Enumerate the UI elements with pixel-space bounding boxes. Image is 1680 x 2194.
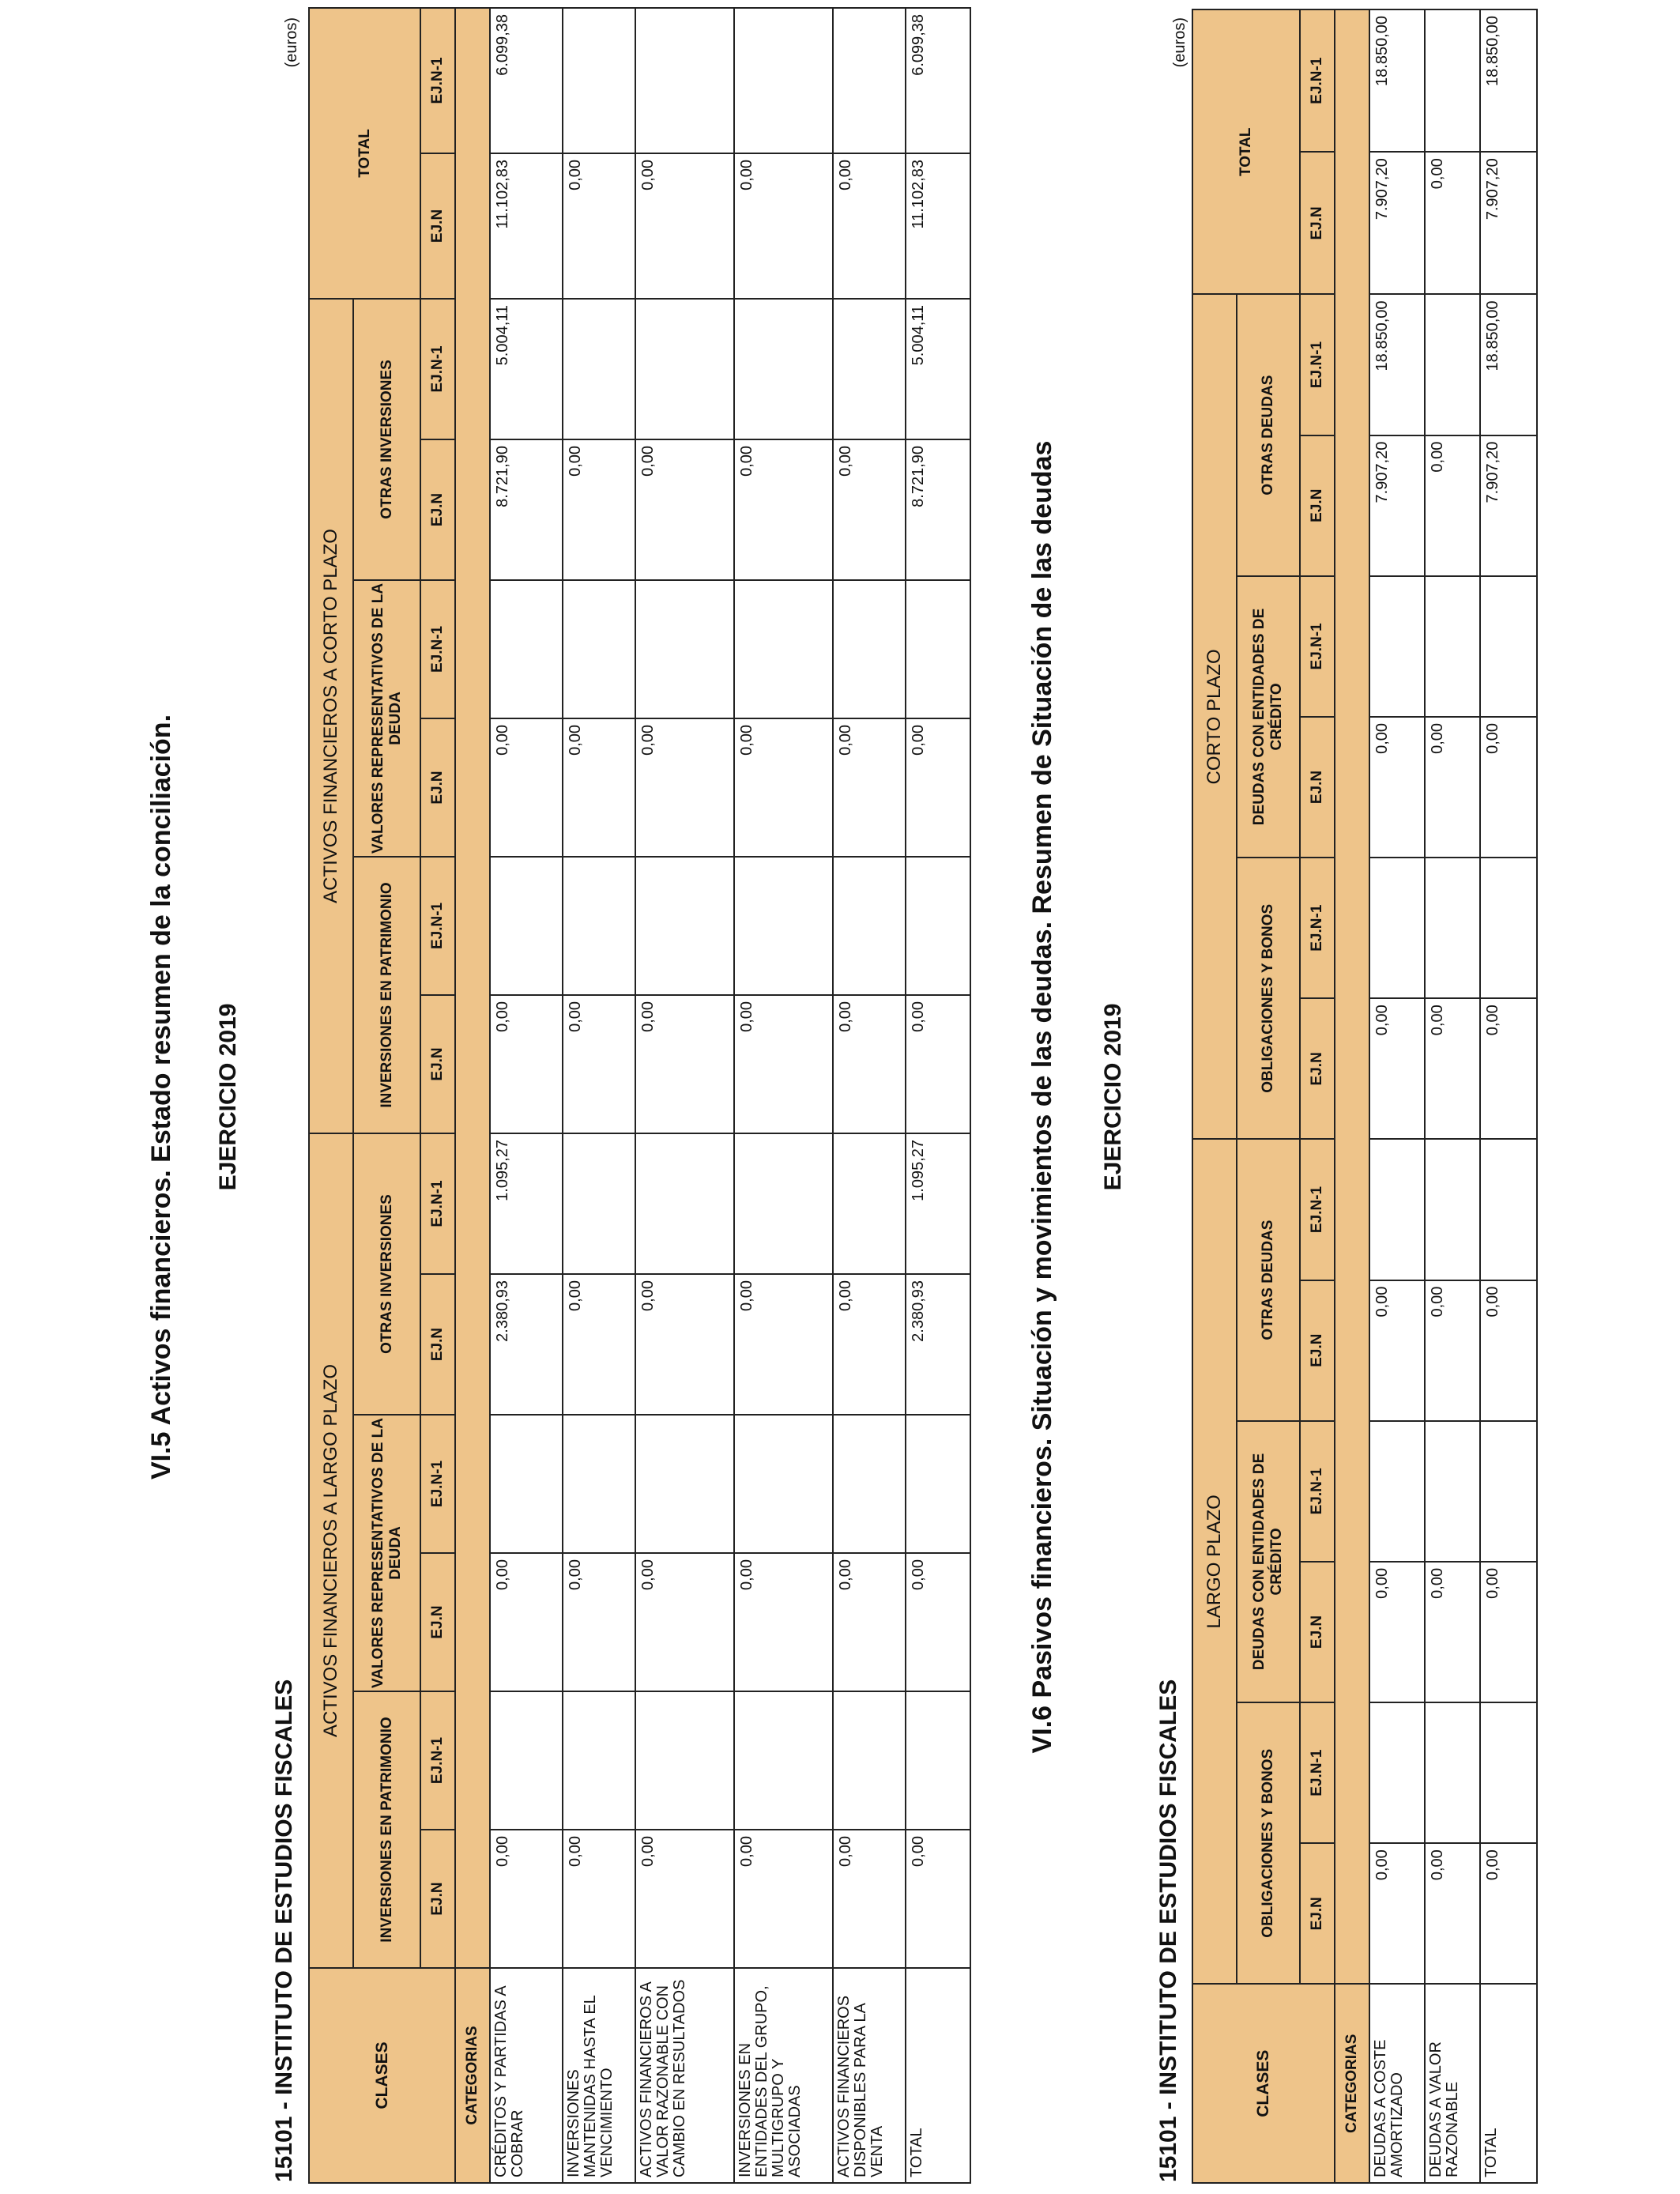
value-cell	[833, 299, 906, 439]
value-cell: 0,00	[833, 1830, 906, 1968]
table-row	[1425, 9, 1480, 2183]
value-cell	[563, 857, 635, 995]
value-cell	[1425, 294, 1480, 435]
header-otras-inversiones: OTRAS INVERSIONES	[353, 299, 420, 580]
header-inversiones-patrimonio: INVERSIONES EN PATRIMONIO	[353, 857, 420, 1133]
header-ejn1: EJ.N-1	[420, 857, 455, 995]
value-cell	[635, 1133, 734, 1274]
value-cell: 8.721,90	[490, 439, 563, 580]
header-categorias: CATEGORIAS	[1335, 1984, 1369, 2183]
value-cell	[1480, 1702, 1537, 1843]
row-category: CRÉDITOS Y PARTIDAS A COBRAR	[490, 1968, 563, 2183]
header-largo-plazo: ACTIVOS FINANCIEROS A LARGO PLAZO	[309, 1133, 353, 1968]
value-cell: 0,00	[635, 153, 734, 299]
value-cell: 0,00	[490, 1830, 563, 1968]
header-ejn1: EJ.N-1	[1300, 9, 1335, 152]
header-obligaciones-bonos: OBLIGACIONES Y BONOS	[1237, 858, 1300, 1139]
value-cell: 0,00	[563, 1553, 635, 1691]
table-row	[734, 8, 833, 2183]
value-cell: 0,00	[1480, 1280, 1537, 1421]
value-cell: 0,00	[906, 1553, 970, 1691]
value-cell	[635, 299, 734, 439]
value-cell: 0,00	[635, 1553, 734, 1691]
value-cell: 0,00	[1369, 1280, 1425, 1421]
value-cell	[833, 8, 906, 153]
value-cell	[563, 1691, 635, 1830]
institution-name: 15101 - INSTITUTO DE ESTUDIOS FISCALES	[271, 1679, 297, 2182]
value-cell: 0,00	[906, 995, 970, 1133]
header-corto-plazo: CORTO PLAZO	[1192, 294, 1237, 1139]
value-cell: 7.907,20	[1369, 152, 1425, 294]
header-ejn: EJ.N	[420, 718, 455, 857]
value-cell: 0,00	[1425, 1280, 1480, 1421]
value-cell: 18.850,00	[1369, 9, 1425, 152]
value-cell: 0,00	[1369, 717, 1425, 858]
value-cell: 0,00	[1480, 998, 1537, 1139]
header-ejn1: EJ.N-1	[1300, 858, 1335, 998]
value-cell: 0,00	[1425, 998, 1480, 1139]
header-categorias: CATEGORIAS	[455, 1968, 490, 2183]
value-cell: 7.907,20	[1480, 152, 1537, 294]
header-total: TOTAL	[309, 8, 420, 299]
value-cell	[563, 1415, 635, 1553]
header-ejn1: EJ.N-1	[1300, 1702, 1335, 1843]
header-ejn1: EJ.N-1	[1300, 1421, 1335, 1562]
value-cell: 0,00	[563, 995, 635, 1133]
value-cell: 11.102,83	[906, 153, 970, 299]
value-cell: 0,00	[1425, 152, 1480, 294]
section-title: VI.5 Activos financieros. Estado resumen de la conciliación.	[146, 714, 176, 1480]
table-row	[833, 8, 906, 2183]
header-ejn: EJ.N	[1300, 1562, 1335, 1702]
table-row	[906, 8, 970, 2183]
value-cell: 11.102,83	[490, 153, 563, 299]
value-cell: 0,00	[734, 995, 833, 1133]
header-valores-deuda: VALORES REPRESENTATIVOS DE LA DEUDA	[353, 580, 420, 857]
value-cell	[635, 857, 734, 995]
value-cell: 0,00	[734, 1830, 833, 1968]
header-ejn: EJ.N	[420, 995, 455, 1133]
value-cell	[906, 857, 970, 995]
header-corto-plazo: ACTIVOS FINANCIEROS A CORTO PLAZO	[309, 299, 353, 1133]
header-ejn: EJ.N	[1300, 152, 1335, 294]
header-ejn1: EJ.N-1	[420, 1691, 455, 1830]
header-otras-inversiones: OTRAS INVERSIONES	[353, 1133, 420, 1415]
header-clases: CLASES	[1192, 1984, 1335, 2183]
table-row	[635, 8, 734, 2183]
value-cell	[563, 299, 635, 439]
value-cell: 0,00	[490, 718, 563, 857]
value-cell: 2.380,93	[906, 1274, 970, 1415]
value-cell: 5.004,11	[906, 299, 970, 439]
value-cell	[635, 1691, 734, 1830]
value-cell: 0,00	[1425, 1562, 1480, 1702]
value-cell: 18.850,00	[1480, 294, 1537, 435]
value-cell: 0,00	[563, 1830, 635, 1968]
table-row	[563, 8, 635, 2183]
value-cell	[1480, 1421, 1537, 1562]
pasivos-table	[1192, 9, 1538, 2184]
value-cell: 7.907,20	[1480, 435, 1537, 576]
value-cell: 18.850,00	[1480, 9, 1537, 152]
value-cell: 0,00	[1480, 1843, 1537, 1984]
value-cell: 0,00	[833, 718, 906, 857]
section-title: VI.6 Pasivos financieros. Situación y movimientos de las deudas. Resumen de Situación de las deudas	[1027, 440, 1057, 1754]
header-otras-deudas: OTRAS DEUDAS	[1237, 1139, 1300, 1420]
value-cell	[563, 580, 635, 718]
value-cell	[1425, 1702, 1480, 1843]
value-cell	[734, 299, 833, 439]
value-cell	[734, 8, 833, 153]
value-cell	[490, 1415, 563, 1553]
header-ejn: EJ.N	[420, 153, 455, 299]
value-cell: 6.099,38	[490, 8, 563, 153]
value-cell	[734, 1133, 833, 1274]
value-cell: 0,00	[906, 1830, 970, 1968]
value-cell	[1425, 576, 1480, 717]
header-ejn1: EJ.N-1	[420, 8, 455, 153]
value-cell	[906, 580, 970, 718]
value-cell	[833, 1691, 906, 1830]
header-ejn: EJ.N	[1300, 717, 1335, 858]
activos-table-body	[490, 8, 970, 2183]
value-cell	[734, 580, 833, 718]
value-cell: 0,00	[1369, 998, 1425, 1139]
value-cell: 0,00	[734, 1553, 833, 1691]
value-cell: 18.850,00	[1369, 294, 1425, 435]
row-category: INVERSIONES MANTENIDAS HASTA EL VENCIMIENTO	[563, 1968, 635, 2183]
value-cell: 0,00	[490, 1553, 563, 1691]
header-valores-deuda: VALORES REPRESENTATIVOS DE LA DEUDA	[353, 1415, 420, 1691]
row-category: ACTIVOS FINANCIEROS DISPONIBLES PARA LA VENTA	[833, 1968, 906, 2183]
value-cell	[635, 580, 734, 718]
value-cell: 5.004,11	[490, 299, 563, 439]
table-row	[1480, 9, 1537, 2183]
row-category: INVERSIONES EN ENTIDADES DEL GRUPO, MULTIGRUPO Y ASOCIADAS	[734, 1968, 833, 2183]
header-ejn: EJ.N	[1300, 1280, 1335, 1421]
value-cell	[833, 857, 906, 995]
value-cell: 0,00	[1369, 1562, 1425, 1702]
value-cell	[490, 580, 563, 718]
value-cell	[734, 1415, 833, 1553]
row-category: DEUDAS A VALOR RAZONABLE	[1425, 1984, 1480, 2183]
value-cell: 0,00	[563, 439, 635, 580]
value-cell	[1369, 1421, 1425, 1562]
row-category: DEUDAS A COSTE AMORTIZADO	[1369, 1984, 1425, 2183]
header-total: TOTAL	[1192, 9, 1300, 294]
value-cell	[1425, 1139, 1480, 1280]
header-ejn1: EJ.N-1	[420, 1133, 455, 1274]
value-cell: 0,00	[1425, 717, 1480, 858]
value-cell: 0,00	[1480, 1562, 1537, 1702]
value-cell	[833, 1415, 906, 1553]
value-cell: 0,00	[563, 1274, 635, 1415]
activos-table	[308, 7, 971, 2184]
value-cell: 0,00	[734, 153, 833, 299]
value-cell	[1480, 576, 1537, 717]
header-otras-deudas: OTRAS DEUDAS	[1237, 294, 1300, 575]
value-cell	[490, 857, 563, 995]
value-cell	[1425, 858, 1480, 998]
value-cell	[1369, 576, 1425, 717]
header-categorias-band	[455, 8, 490, 1968]
value-cell	[833, 1133, 906, 1274]
value-cell: 0,00	[635, 995, 734, 1133]
value-cell: 0,00	[833, 153, 906, 299]
value-cell	[1369, 1139, 1425, 1280]
value-cell	[635, 1415, 734, 1553]
value-cell	[906, 1415, 970, 1553]
section-subtitle: EJERCICIO 2019	[215, 1003, 241, 1191]
value-cell	[1425, 9, 1480, 152]
value-cell: 0,00	[635, 439, 734, 580]
header-ejn: EJ.N	[420, 1553, 455, 1691]
value-cell: 0,00	[1425, 435, 1480, 576]
header-obligaciones-bonos: OBLIGACIONES Y BONOS	[1237, 1702, 1300, 1984]
row-category: TOTAL	[906, 1968, 970, 2183]
header-largo-plazo: LARGO PLAZO	[1192, 1139, 1237, 1984]
value-cell: 0,00	[563, 718, 635, 857]
header-ejn: EJ.N	[420, 439, 455, 580]
header-ejn1: EJ.N-1	[420, 580, 455, 718]
value-cell: 1.095,27	[490, 1133, 563, 1274]
table-row	[1369, 9, 1425, 2183]
value-cell: 2.380,93	[490, 1274, 563, 1415]
value-cell: 0,00	[833, 1553, 906, 1691]
value-cell: 0,00	[833, 1274, 906, 1415]
header-ejn: EJ.N	[1300, 998, 1335, 1139]
value-cell: 0,00	[833, 439, 906, 580]
header-categorias-band	[1335, 9, 1369, 1984]
row-category: ACTIVOS FINANCIEROS A VALOR RAZONABLE CON CAMBIO EN RESULTADOS	[635, 1968, 734, 2183]
header-ejn1: EJ.N-1	[1300, 294, 1335, 435]
value-cell: 0,00	[734, 718, 833, 857]
value-cell: 0,00	[635, 1830, 734, 1968]
section-pasivos-financieros	[1027, 0, 1680, 2194]
value-cell: 0,00	[635, 718, 734, 857]
header-inversiones-patrimonio: INVERSIONES EN PATRIMONIO	[353, 1691, 420, 1968]
table-row	[490, 8, 563, 2183]
value-cell: 0,00	[734, 439, 833, 580]
institution-name: 15101 - INSTITUTO DE ESTUDIOS FISCALES	[1155, 1679, 1181, 2182]
units-label: (euros)	[1171, 17, 1188, 68]
value-cell: 1.095,27	[906, 1133, 970, 1274]
value-cell	[1425, 1421, 1480, 1562]
value-cell: 0,00	[635, 1274, 734, 1415]
value-cell: 7.907,20	[1369, 435, 1425, 576]
row-category: TOTAL	[1480, 1984, 1537, 2183]
value-cell	[1369, 1702, 1425, 1843]
value-cell: 0,00	[906, 718, 970, 857]
header-ejn: EJ.N	[420, 1274, 455, 1415]
value-cell	[833, 580, 906, 718]
header-ejn: EJ.N	[1300, 435, 1335, 576]
value-cell	[563, 8, 635, 153]
value-cell	[734, 1691, 833, 1830]
value-cell: 0,00	[1480, 717, 1537, 858]
header-ejn1: EJ.N-1	[1300, 576, 1335, 717]
value-cell: 0,00	[1369, 1843, 1425, 1984]
header-ejn1: EJ.N-1	[420, 299, 455, 439]
header-deudas-entidades: DEUDAS CON ENTIDADES DE CRÉDITO	[1237, 576, 1300, 858]
value-cell: 8.721,90	[906, 439, 970, 580]
value-cell	[490, 1691, 563, 1830]
value-cell: 0,00	[490, 995, 563, 1133]
value-cell	[906, 1691, 970, 1830]
value-cell	[635, 8, 734, 153]
pasivos-table-body	[1369, 9, 1537, 2183]
value-cell	[1480, 1139, 1537, 1280]
value-cell: 0,00	[1425, 1843, 1480, 1984]
header-ejn1: EJ.N-1	[1300, 1139, 1335, 1280]
value-cell: 0,00	[563, 153, 635, 299]
header-ejn: EJ.N	[420, 1830, 455, 1968]
header-deudas-entidades: DEUDAS CON ENTIDADES DE CRÉDITO	[1237, 1421, 1300, 1702]
value-cell	[734, 857, 833, 995]
value-cell: 6.099,38	[906, 8, 970, 153]
value-cell	[1369, 858, 1425, 998]
section-subtitle: EJERCICIO 2019	[1100, 1003, 1126, 1191]
value-cell	[1480, 858, 1537, 998]
value-cell: 0,00	[833, 995, 906, 1133]
value-cell: 0,00	[734, 1274, 833, 1415]
header-clases: CLASES	[309, 1968, 455, 2183]
header-ejn1: EJ.N-1	[420, 1415, 455, 1553]
value-cell	[563, 1133, 635, 1274]
header-ejn: EJ.N	[1300, 1843, 1335, 1984]
units-label: (euros)	[283, 17, 300, 68]
